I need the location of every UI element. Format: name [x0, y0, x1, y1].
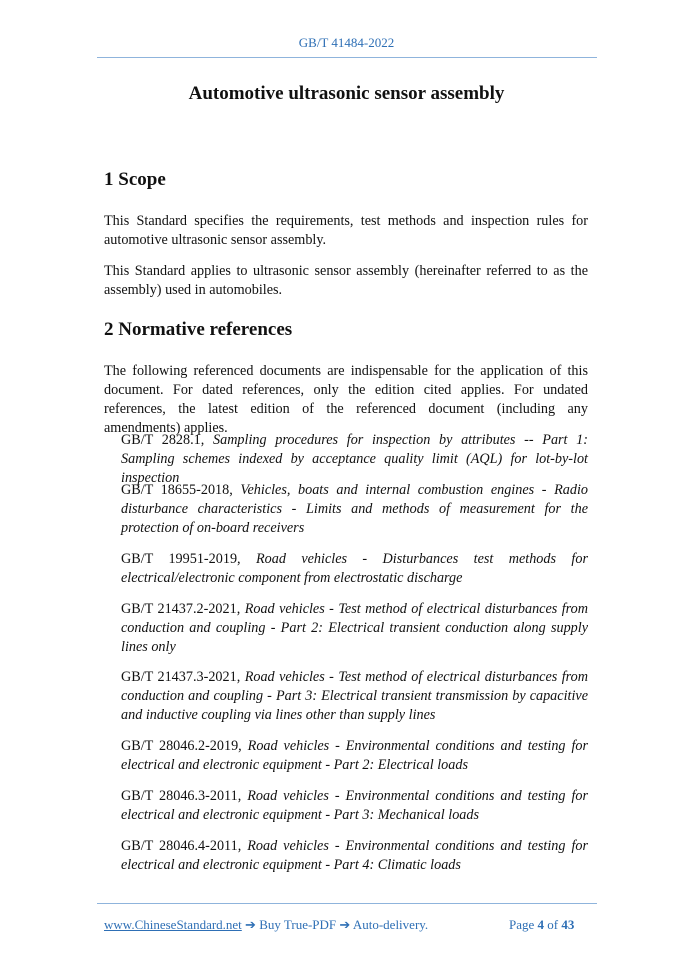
of-label: of: [544, 917, 562, 932]
reference-item: [121, 431, 588, 488]
reference-item: [121, 481, 588, 538]
reference-title: Sampling procedures for inspection by attributes -- Part 1: Sampling schemes indexed by acceptance quality limit (AQL) for lot-by-lot inspection: [121, 432, 589, 486]
reference-code: GB/T 21437.2-2021,: [121, 601, 245, 617]
reference-title: Road vehicles - Environmental conditions and testing for electrical and electronic equipment - Part 2: Electrical loads: [121, 738, 588, 773]
page-label: Page: [509, 917, 538, 932]
page-indicator: [509, 917, 574, 933]
header-divider: [97, 57, 597, 58]
auto-delivery-text: Auto-delivery.: [350, 917, 429, 932]
current-page-number: 4: [537, 917, 545, 932]
footer-divider: [97, 903, 597, 904]
reference-code: GB/T 28046.4-2011,: [121, 838, 248, 854]
arrow-icon: ➔: [245, 917, 256, 932]
reference-code: GB/T 28046.3-2011,: [121, 788, 248, 804]
reference-code: GB/T 2828.1,: [121, 432, 213, 448]
reference-code: GB/T 19951-2019,: [121, 551, 256, 567]
document-title: Automotive ultrasonic sensor assembly: [188, 83, 505, 104]
reference-item: [121, 787, 588, 825]
reference-title: Vehicles, boats and internal combustion engines - Radio disturbance characteristics - Limits and methods of measurement for the protection of on-board receivers: [121, 482, 588, 536]
site-link[interactable]: www.ChineseStandard.net: [104, 917, 242, 932]
reference-title: Road vehicles - Disturbances test methods for electrical/electronic component from electrostatic discharge: [121, 551, 588, 586]
section-heading-scope: 1 Scope: [104, 169, 166, 190]
reference-code: GB/T 21437.3-2021,: [121, 669, 245, 685]
normative-intro-paragraph: The following referenced documents are indispensable for the application of this document. For dated references, only the edition cited applies. For undated references, the latest edition of the referenced document (including any amendments) applies.: [104, 363, 588, 436]
reference-title: Road vehicles - Environmental conditions and testing for electrical and electronic equipment - Part 4: Climatic loads: [121, 838, 589, 873]
reference-item: [121, 550, 588, 588]
reference-item: [121, 668, 588, 725]
reference-item: [121, 600, 588, 657]
buy-pdf-text: Buy True-PDF: [255, 917, 340, 932]
scope-paragraph: This Standard specifies the requirements, test methods and inspection rules for automotive ultrasonic sensor assembly.: [104, 213, 588, 248]
scope-paragraph: This Standard applies to ultrasonic sensor assembly (hereinafter referred to as the assembly) used in automobiles.: [104, 263, 588, 298]
reference-title: Road vehicles - Environmental conditions and testing for electrical and electronic equipment - Part 3: Mechanical loads: [121, 788, 589, 823]
total-pages-number: 43: [561, 917, 575, 932]
document-code-header: GB/T 41484-2022: [298, 35, 395, 50]
section-heading-normative-references: 2 Normative references: [104, 319, 293, 340]
reference-item: [121, 837, 588, 875]
arrow-icon: ➔: [339, 917, 351, 932]
reference-code: GB/T 28046.2-2019,: [121, 738, 248, 754]
reference-title: Road vehicles - Test method of electrical disturbances from conduction and coupling - Part 3: Electrical transient transmission by capacitive and inductive coupling via lines other than supply lines: [121, 669, 588, 723]
reference-item: [121, 737, 588, 775]
reference-code: GB/T 18655-2018,: [121, 482, 241, 498]
footer-links: [104, 917, 428, 933]
reference-title: Road vehicles - Test method of electrical disturbances from conduction and coupling - Part 2: Electrical transient conduction along supply lines only: [121, 601, 588, 655]
